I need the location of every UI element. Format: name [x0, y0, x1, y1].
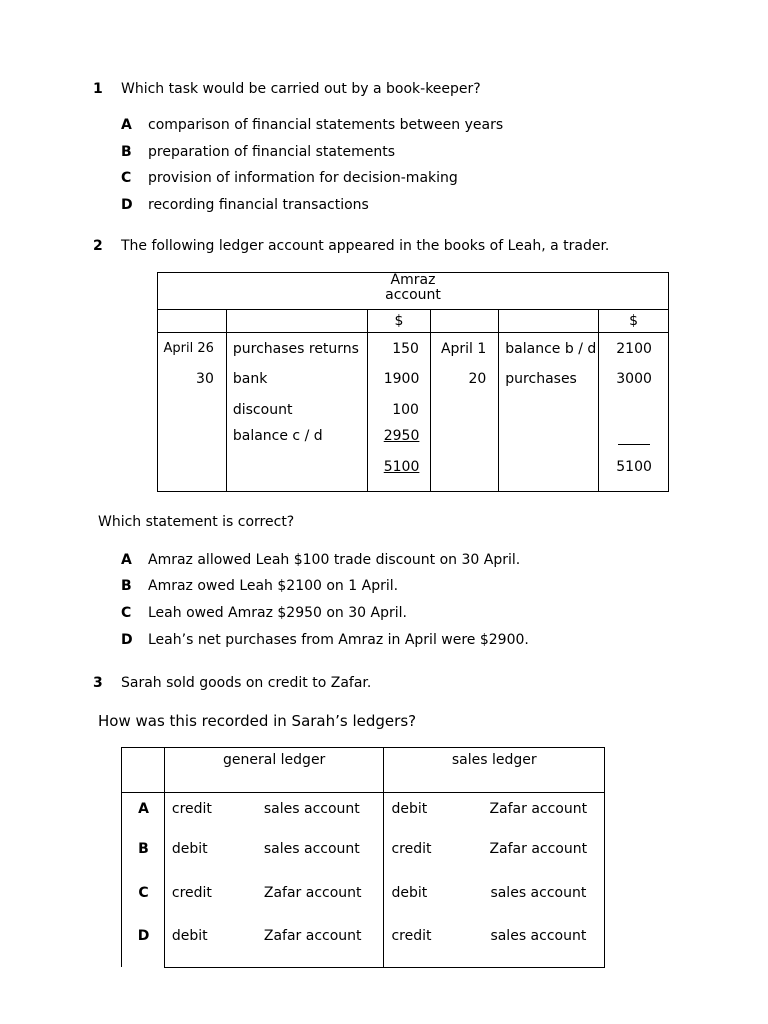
debit-details-column: [227, 333, 367, 491]
q2-option-c-text: Leah owed Amraz $2950 on 30 April.: [148, 605, 407, 621]
debit-amount: 100: [392, 402, 419, 418]
q1-option-c-text: provision of information for decision-making: [148, 170, 458, 186]
ledger-header-blank: [158, 310, 227, 333]
ledger-header-blank: [226, 310, 367, 333]
q3-general-ledger-column: [164, 793, 384, 968]
q2-option-b-letter: B: [121, 578, 132, 594]
q3-row-b-sl-account: Zafar account: [489, 841, 588, 857]
credit-total: 5100: [616, 459, 652, 475]
question-3-number: 3: [93, 675, 103, 691]
debit-amount: 1900: [383, 371, 420, 387]
general-ledger-header: general ledger: [164, 748, 384, 793]
q1-option-d-letter: D: [121, 197, 133, 213]
question-1-text: Which task would be carried out by a book-keeper?: [121, 81, 481, 97]
q3-row-c-gl-account: Zafar account: [263, 885, 362, 901]
q2-option-a-text: Amraz allowed Leah $100 trade discount on 30 April.: [148, 552, 521, 568]
sales-ledger-header: sales ledger: [384, 748, 605, 793]
credit-currency-header: $: [599, 310, 669, 333]
q3-row-a-sl-account: Zafar account: [489, 801, 588, 817]
question-2-text: The following ledger account appeared in the books of Leah, a trader.: [121, 238, 610, 254]
debit-currency-header: $: [367, 310, 431, 333]
question-2-prompt: Which statement is correct?: [98, 514, 295, 530]
credit-date-column: [431, 333, 498, 491]
q1-option-b-text: preparation of financial statements: [148, 144, 395, 160]
question-3-prompt: How was this recorded in Sarah’s ledgers?: [98, 712, 417, 730]
q1-option-c-letter: C: [121, 170, 132, 186]
q1-option-b-letter: B: [121, 144, 132, 160]
q3-row-b-gl-account: sales account: [263, 841, 360, 857]
question-1-number: 1: [93, 81, 103, 97]
q3-row-d-gl-entry: debit: [171, 928, 208, 944]
credit-amount: 3000: [616, 371, 652, 387]
debit-amount-column: [368, 333, 431, 491]
debit-detail: balance c / d: [232, 428, 323, 444]
q2-option-a-letter: A: [121, 552, 132, 568]
q3-row-c-gl-entry: credit: [171, 885, 212, 901]
debit-total: 5100: [383, 459, 420, 475]
q3-row-d-gl-account: Zafar account: [263, 928, 362, 944]
q1-option-d-text: recording financial transactions: [148, 197, 369, 213]
debit-detail: discount: [232, 402, 293, 418]
ledger-title-line-2: account: [385, 287, 441, 303]
q3-letter-column: [122, 793, 165, 968]
q3-row-d-letter: D: [137, 928, 150, 944]
ledger-title: [158, 273, 669, 310]
debit-date-column: [158, 333, 226, 491]
q3-row-a-letter: A: [138, 801, 149, 817]
credit-amount: 2100: [616, 341, 652, 357]
credit-total-rule: [618, 444, 650, 445]
q3-row-c-letter: C: [138, 885, 149, 901]
debit-date: 30: [196, 371, 214, 387]
q3-row-d-sl-account: sales account: [490, 928, 587, 944]
q3-row-b-sl-entry: credit: [391, 841, 432, 857]
question-2-number: 2: [93, 238, 103, 254]
credit-detail: purchases: [505, 371, 577, 387]
q2-option-d-letter: D: [121, 632, 133, 648]
q3-header-blank: [122, 748, 165, 793]
q3-row-c-sl-entry: debit: [391, 885, 428, 901]
ledger-title-line-1: Amraz: [390, 272, 436, 288]
debit-balance-amount: 2950: [383, 428, 420, 444]
q3-row-a-sl-entry: debit: [391, 801, 428, 817]
credit-date: 20: [468, 371, 487, 387]
q3-row-a-gl-account: sales account: [263, 801, 360, 817]
question-3-text: Sarah sold goods on credit to Zafar.: [121, 675, 372, 691]
q3-row-b-letter: B: [138, 841, 149, 857]
debit-amount: 150: [392, 341, 419, 357]
q3-row-d-sl-entry: credit: [391, 928, 432, 944]
credit-detail: balance b / d: [505, 341, 597, 357]
q2-option-d-text: Leah’s net purchases from Amraz in April were $2900.: [148, 632, 529, 648]
q3-row-b-gl-entry: debit: [171, 841, 208, 857]
q2-option-b-text: Amraz owed Leah $2100 on 1 April.: [148, 578, 399, 594]
q3-row-c-sl-account: sales account: [490, 885, 587, 901]
q3-sales-ledger-column: [384, 793, 605, 968]
q1-option-a-text: comparison of financial statements between years: [148, 117, 504, 133]
q3-options-table: [121, 747, 605, 968]
ledger-header-blank: [431, 310, 499, 333]
ledger-account-table: [157, 272, 669, 492]
q2-option-c-letter: C: [121, 605, 132, 621]
debit-detail: purchases returns: [232, 341, 359, 357]
ledger-header-blank: [499, 310, 599, 333]
credit-date: April 1: [440, 341, 487, 357]
q1-option-a-letter: A: [121, 117, 132, 133]
q3-row-a-gl-entry: credit: [171, 801, 212, 817]
credit-amount-column: [599, 333, 668, 491]
debit-detail: bank: [232, 371, 268, 387]
debit-date: April 26: [163, 341, 214, 356]
credit-details-column: [499, 333, 598, 491]
